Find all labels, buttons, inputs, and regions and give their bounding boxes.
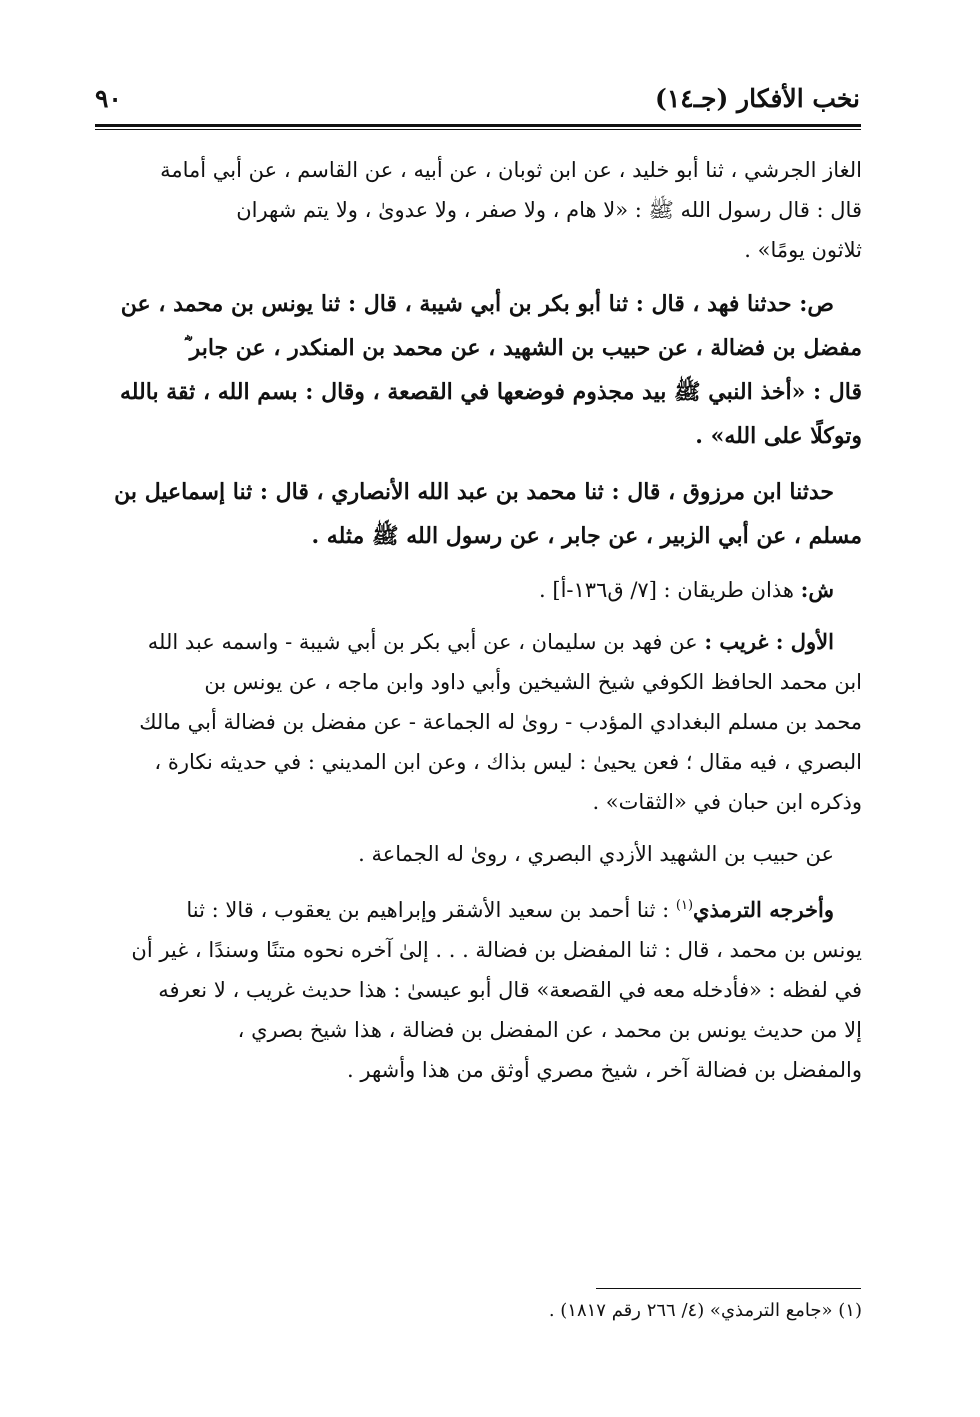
footnote-ref[interactable]: (١) (675, 898, 694, 913)
text-run: : ثنا أحمد بن سعيد الأشقر وإبراهيم بن يعقوب ، قالا : ثنا (186, 898, 676, 922)
text-line: قال : قال رسول الله ﷺ : «لا هام ، ولا صفر ، ولا عدوىٰ ، ولا يتم شهران (236, 198, 862, 222)
text-line: الغاز الجرشي ، ثنا أبو خليد ، عن ابن ثوبان ، عن أبيه ، عن القاسم ، عن أبي أمامة (160, 158, 862, 182)
footnote: (١) «جامع الترمذي» (٤/ ٢٦٦ رقم ١٨١٧) . (548, 1300, 862, 1321)
paragraph-first-chain (92, 622, 862, 822)
header-rule-thick (95, 124, 861, 127)
text-line: ابن محمد الحافظ الكوفي شيخ الشيخين وأبي داود وابن ماجه ، عن يونس بن (204, 670, 862, 694)
text-line: وذكره ابن حبان في «الثقات» . (592, 790, 862, 814)
text-line: البصري ، فيه مقال ؛ فعن يحيىٰ : ليس بذاك ، وعن ابن المديني : في حديثه نكارة ، (154, 750, 862, 774)
paragraph-habib (92, 834, 862, 874)
text-line: ثلاثون يومًا» . (744, 238, 862, 262)
paragraph-sharh-intro (92, 570, 862, 610)
text-line: في لفظه : «فأدخله معه في القصعة» قال أبو عيسىٰ : هذا حديث غريب ، لا نعرفه (158, 978, 862, 1002)
section-lead: وأخرجه الترمذي (693, 897, 834, 922)
text-line: إلا من حديث يونس بن محمد ، عن المفضل بن فضالة ، هذا شيخ بصري ، (237, 1018, 862, 1042)
text-line: والمفضل بن فضالة آخر ، شيخ مصري أوثق من هذا وأشهر . (347, 1058, 862, 1082)
text-line: قال : «أخذ النبي ﷺ بيد مجذوم فوضعها في القصعة ، وقال : بسم الله ، ثقة بالله (119, 379, 862, 405)
paragraph-hadith-abu-umama (92, 150, 862, 270)
main-text (92, 150, 862, 1102)
text-line: وتوكلًا على الله» . (695, 423, 862, 449)
text-run: عن فهد بن سليمان ، عن أبي بكر بن أبي شيبة - واسمه عبد الله (147, 630, 705, 654)
text-line: ص: حدثنا فهد ، قال : ثنا أبو بكر بن أبي شيبة ، قال : ثنا يونس بن محمد ، عن (120, 291, 834, 317)
text-line: يونس بن محمد ، قال : ثنا المفضل بن فضالة . . . إلىٰ آخره نحوه متنًا وسندًا ، غير أن (131, 938, 862, 962)
paragraph-tirmidhi (92, 886, 862, 1090)
text-run: هذان طريقان : [٧/ ق١٣٦-أ] . (539, 578, 801, 602)
page-number: ٩٠ (95, 84, 122, 113)
text-line: مفضل بن فضالة ، عن حبيب بن الشهيد ، عن محمد بن المنكدر ، عن جابر ؓ (184, 335, 862, 361)
paragraph-matn-jabir (92, 282, 862, 458)
footnote-separator (596, 1288, 861, 1289)
header-rule-thin (95, 129, 861, 130)
paragraph-matn-ibn-marzuq (92, 470, 862, 558)
text-line: محمد بن مسلم البغدادي المؤدب - روىٰ له الجماعة - عن مفضل بن فضالة أبي مالك (139, 710, 862, 734)
text-line: عن حبيب بن الشهيد الأزدي البصري ، روىٰ له الجماعة . (358, 842, 834, 866)
text-line (92, 622, 862, 662)
section-lead: الأول : غريب : (704, 629, 834, 654)
page-header (95, 82, 860, 122)
sharh-marker: ش: (800, 577, 834, 602)
text-line (92, 886, 862, 930)
running-title: نخب الأفكار (جـ١٤) (654, 84, 860, 113)
text-line: مسلم ، عن أبي الزبير ، عن جابر ، عن رسول الله ﷺ مثله . (311, 523, 862, 549)
text-line (92, 570, 862, 610)
text-line: حدثنا ابن مرزوق ، قال : ثنا محمد بن عبد الله الأنصاري ، قال : ثنا إسماعيل بن (114, 479, 834, 505)
